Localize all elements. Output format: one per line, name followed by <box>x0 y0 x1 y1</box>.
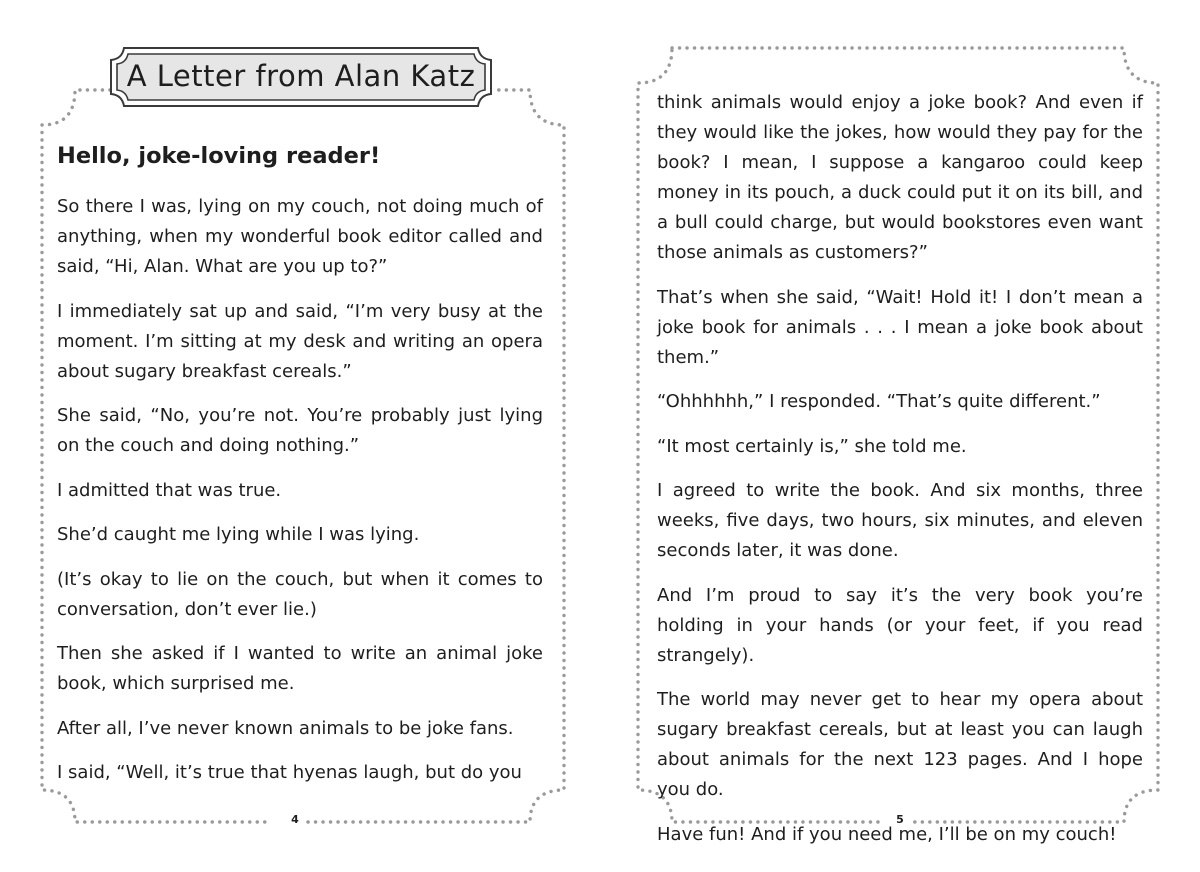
paragraph: She’d caught me lying while I was lying. <box>57 524 420 545</box>
letter-title: A Letter from Alan Katz <box>126 59 476 93</box>
paragraph: “Ohhhhhh,” I responded. “That’s quite different.” <box>657 391 1101 412</box>
paragraph: After all, I’ve never known animals to be joke fans. <box>57 717 514 739</box>
paragraph: I admitted that was true. <box>57 479 282 501</box>
page-number-left: 4 <box>291 813 299 826</box>
paragraph: “It most certainly is,” she told me. <box>657 435 967 457</box>
paragraph: I said, “Well, it’s true that hyenas laugh, but do you <box>57 762 522 783</box>
paragraph: Have fun! And if you need me, I’ll be on my couch! <box>657 823 1117 845</box>
paragraph: She said, “No, you’re not. You’re probably just lying on the couch and doing nothing.” <box>57 405 543 456</box>
paragraph: That’s when she said, “Wait! Hold it! I don’t mean a joke book for animals . . . I mean a joke book about them.” <box>657 286 1143 368</box>
paragraph: I agreed to write the book. And six months, three weeks, five days, two hours, six minutes, and eleven seconds later, it was done. <box>657 480 1143 561</box>
paragraph: The world may never get to hear my opera about sugary breakfast cereals, but at least you can laugh about animals for the next 123 pages. And I hope you do. <box>657 689 1143 800</box>
greeting-heading: Hello, joke-loving reader! <box>57 143 381 169</box>
paragraph: think animals would enjoy a joke book? And even if they would like the jokes, how would they pay for the book? I mean, I suppose a kangaroo could keep money in its pouch, a duck could put it on its bill, and a bull could charge, but would bookstores even want those animals as customers?” <box>657 92 1143 263</box>
left-page-body <box>57 192 543 803</box>
paragraph: (It’s okay to lie on the couch, but when it comes to conversation, don’t ever lie.) <box>57 568 543 620</box>
paragraph: And I’m proud to say it’s the very book you’re holding in your hands (or your feet, if you read strangely). <box>657 584 1143 666</box>
paragraph: I immediately sat up and said, “I’m very busy at the moment. I’m sitting at my desk and writing an opera about sugary breakfast cereals.” <box>57 300 543 382</box>
paragraph: So there I was, lying on my couch, not doing much of anything, when my wonderful book editor called and said, “Hi, Alan. What are you up to?” <box>57 196 543 277</box>
right-page-body <box>657 88 1143 864</box>
paragraph: Then she asked if I wanted to write an animal joke book, which surprised me. <box>57 643 543 694</box>
page-number-right: 5 <box>896 813 904 826</box>
